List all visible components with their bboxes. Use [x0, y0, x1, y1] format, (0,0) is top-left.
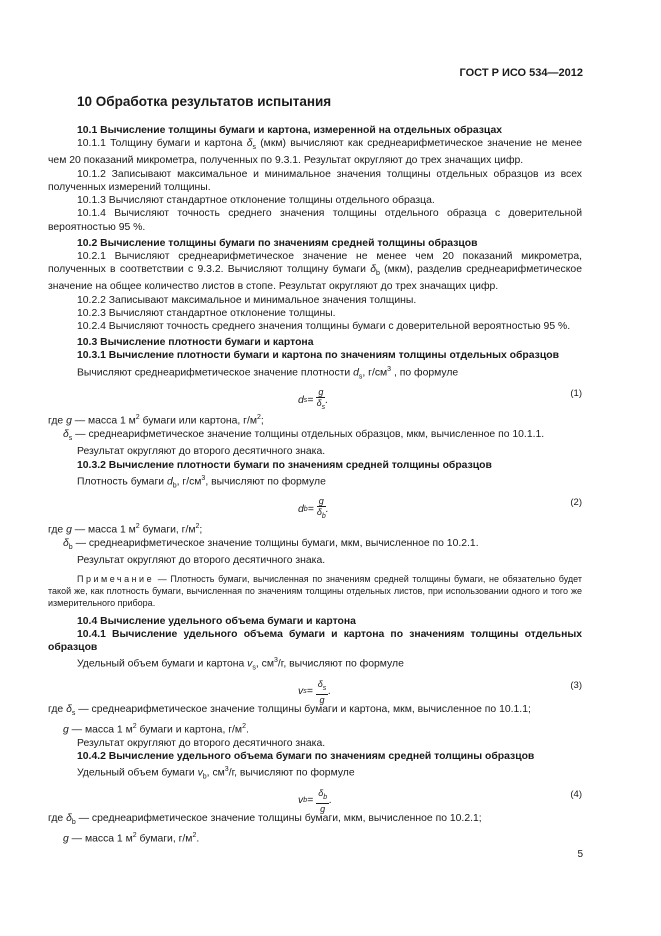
para-10-3-2: Плотность бумаги $d_b$, $г/см^3$, вычисляют по формуле [77, 474, 326, 490]
section-title: 10 Обработка результатов испытания [77, 94, 332, 109]
heading-10-4-2: 10.4.2 Вычисление удельного объема бумаги по значениям средней толщины образцов [77, 751, 535, 763]
para-10-4-2: Удельный объем бумаги $v_b$, $см^3/г$, вычисляют по формуле [77, 766, 355, 781]
note: Примечание — Плотность бумаги, вычисленная по значениям средней толщины бумаги, не обязательно будет такой же, как плотность бумаги, вычисленная по значениям толщины отдельных листов, при использовании одного и того же измерительного прибора. [48, 573, 582, 608]
formula-1: d s = $\frac{g}{\delta_s}$ . (1) [298, 387, 582, 412]
document-code: ГОСТ Р ИСО 534—2012 [459, 67, 583, 79]
para-10-2-4: 10.2.4 Вычисляют точность среднего значения толщины бумаги с доверительной вероятностью 95 %. [77, 321, 571, 332]
where-2-g: где g — масса 1 $м^2$ бумаги, $г/м^2$; [48, 523, 203, 536]
round-1: Результат округляют до второго десятичного знака. [77, 446, 326, 458]
heading-10-4-1: 10.4.1 Вычисление удельного объема бумаги и картона по значениям толщины отдельных образцов [48, 628, 582, 654]
para-10-1-3: 10.1.3 Вычисляют стандартное отклонение толщины отдельного образца. [77, 195, 435, 207]
round-2: Результат округляют до второго десятичного знака. [77, 555, 326, 567]
where-1-g: где g — масса 1 $м^2$ бумаги или картона, $г/м^2$; [48, 414, 264, 427]
para-10-2-2: 10.2.2 Записывают максимальное и минимальное значения толщины. [77, 294, 417, 306]
where-1-delta: $\delta_s$ — среднеарифметическое значение толщины отдельных образцов, мкм, вычисленное по 10.1.1. [63, 429, 545, 443]
para-10-1-2: 10.1.2 Записывают максимальное и минимальное значения толщины отдельных образцов из всех полученных измерений толщины. [48, 168, 582, 193]
para-10-3-1: Вычисляют среднеарифметическое значение плотности $d_s$, $г/см^3$ , по формуле [77, 365, 459, 381]
heading-10-4: 10.4 Вычисление удельного объема бумаги и картона [77, 615, 356, 627]
heading-10-2: 10.2 Вычисление толщины бумаги по значениям средней толщины образцов [77, 237, 478, 249]
formula-number-3: (3) [570, 679, 582, 691]
heading-10-3: 10.3 Вычисление плотности бумаги и картона [77, 337, 314, 349]
heading-10-3-2: 10.3.2 Вычисление плотности бумаги по значениям средней толщины образцов [77, 459, 492, 471]
heading-10-3-1: 10.3.1 Вычисление плотности бумаги и картона по значениям толщины отдельных образцов [77, 350, 559, 362]
where-4-g: g — масса 1 $м^2$ бумаги, $г/м^2$. [63, 832, 200, 845]
para-10-2-1: 10.2.1 Вычисляют среднеарифметическое значение не менее чем 20 показаний микрометра, полученных в соответствии с 9.3.2. Вычисляют толщину бумаги $\delta_b$ (мкм), разделив среднеарифметическое значение на общее количество листов в стопе. Результат округляют до трех значащих цифр. [48, 250, 582, 293]
note-label: Примечание [77, 573, 155, 584]
heading-10-1: 10.1 Вычисление толщины бумаги и картона, измеренной на отдельных образцах [77, 125, 503, 136]
formula-number-1: (1) [570, 388, 582, 400]
where-3-g: g — масса 1 $м^2$ бумаги и картона, $г/м^2$. [63, 723, 249, 736]
formula-3: v s = $\frac{\delta_s}{g}$ . (3) [298, 678, 582, 705]
where-2-delta: $\delta_b$ — среднеарифметическое значение толщины бумаги, мкм, вычисленное по 10.2.1. [63, 538, 479, 552]
formula-number-2: (2) [570, 497, 582, 509]
where-3-delta: где $\delta_s$ — среднеарифметическое значение толщины бумаги и картона, мкм, вычисленное по 10.1.1; [48, 703, 531, 718]
where-4-delta: где $\delta_b$ — среднеарифметическое значение толщины бумаги, мкм, вычисленное по 10.2.1; [48, 813, 482, 827]
formula-4: v b = $\frac{\delta_b}{g}$ . (4) [298, 788, 582, 814]
para-10-4-1: Удельный объем бумаги и картона $v_s$, $см^3/г$, вычисляют по формуле [77, 657, 404, 672]
round-3: Результат округляют до второго десятичного знака. [77, 737, 326, 749]
para-10-1-4: 10.1.4 Вычисляют точность среднего значения толщины отдельного образца с доверительной вероятностью 95 %. [48, 208, 582, 233]
page-content [48, 124, 582, 846]
para-10-2-3: 10.2.3 Вычисляют стандартное отклонение толщины. [77, 307, 336, 319]
page-number: 5 [577, 849, 583, 860]
formula-number-4: (4) [570, 789, 582, 801]
para-10-1-1: 10.1.1 Толщину бумаги и картона $\delta_s$ (мкм) вычисляют как среднеарифметическое значение не менее чем 20 показаний микрометра, полученных по 9.3.1. Результат округляют до трех значащих цифр. [48, 138, 583, 167]
formula-2: d b = $\frac{g}{\delta_b}$ . (2) [298, 496, 582, 521]
